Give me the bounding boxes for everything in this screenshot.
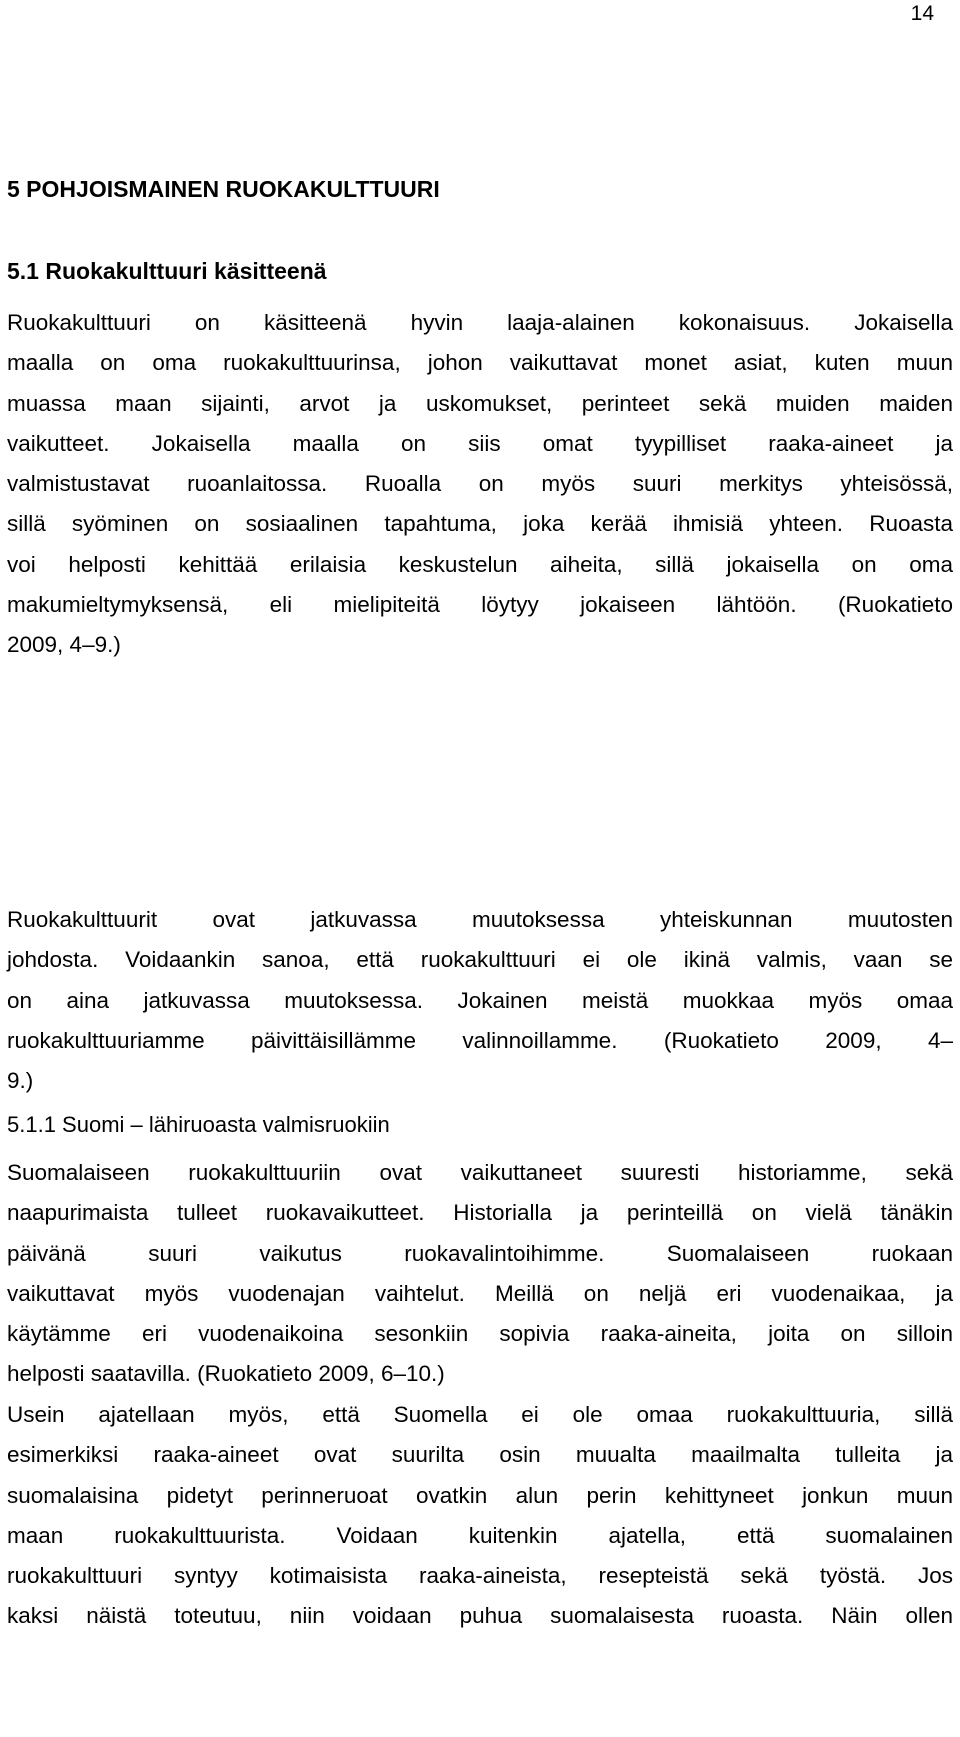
text-line: Ruokakulttuurit ovat jatkuvassa muutoksessa yhteiskunnan muutosten [7, 907, 953, 932]
paragraph [7, 303, 953, 666]
text-line: Suomalaiseen ruokakulttuuriin ovat vaikuttaneet suuresti historiamme, sekä [7, 1160, 953, 1185]
text-line: 9.) [7, 1068, 34, 1094]
subsection-heading: 5.1.1 Suomi – lähiruoasta valmisruokiin [7, 1112, 390, 1137]
text-line: muassa maan sijainti, arvot ja uskomukset, perinteet sekä muiden maiden [7, 390, 953, 416]
text-line: naapurimaista tulleet ruokavaikutteet. Historialla ja perinteillä on vielä tänäkin [7, 1200, 953, 1226]
text-line: on aina jatkuvassa muutoksessa. Jokainen meistä muokkaa myös omaa [7, 987, 953, 1013]
text-line: johdosta. Voidaankin sanoa, että ruokakulttuuri ei ole ikinä valmis, vaan se [7, 947, 953, 973]
text-line: sillä syöminen on sosiaalinen tapahtuma, joka kerää ihmisiä yhteen. Ruoasta [7, 511, 953, 537]
section-heading: 5.1 Ruokakulttuuri käsitteenä [7, 258, 327, 284]
text-line: Ruokakulttuuri on käsitteenä hyvin laaja-alainen kokonaisuus. Jokaisella [7, 310, 953, 335]
text-line: maan ruokakulttuurista. Voidaan kuitenkin ajatella, että suomalainen [7, 1522, 953, 1548]
text-line: makumieltymyksensä, eli mielipiteitä löytyy jokaiseen lähtöön. (Ruokatieto [7, 592, 953, 618]
text-line: esimerkiksi raaka-aineet ovat suurilta osin muualta maailmalta tulleita ja [7, 1442, 953, 1468]
text-line: kaksi näistä toteutuu, niin voidaan puhua suomalaisesta ruoasta. Näin ollen [7, 1603, 953, 1629]
text-line: 2009, 4–9.) [7, 632, 121, 658]
text-line: vaikuttavat myös vuodenajan vaihtelut. Meillä on neljä eri vuodenaikaa, ja [7, 1280, 953, 1306]
text-line: maalla on oma ruokakulttuurinsa, johon vaikuttavat monet asiat, kuten muun [7, 350, 953, 376]
text-line: vaikutteet. Jokaisella maalla on siis omat tyypilliset raaka-aineet ja [7, 430, 953, 456]
text-line: käytämme eri vuodenaikoina sesonkiin sopivia raaka-aineita, joita on silloin [7, 1321, 953, 1347]
text-line: helposti saatavilla. (Ruokatieto 2009, 6–10.) [7, 1361, 445, 1387]
text-line: ruokakulttuuri syntyy kotimaisista raaka-aineista, resepteistä sekä työstä. Jos [7, 1563, 953, 1589]
paragraph [7, 1395, 953, 1637]
text-line: voi helposti kehittää erilaisia keskustelun aiheita, sillä jokaisella on oma [7, 551, 953, 577]
chapter-heading: 5 POHJOISMAINEN RUOKAKULTTUURI [7, 176, 440, 202]
text-line: ruokakulttuuriamme päivittäisillämme valinnoillamme. (Ruokatieto 2009, 4– [7, 1027, 953, 1053]
text-line: valmistustavat ruoanlaitossa. Ruoalla on myös suuri merkitys yhteisössä, [7, 471, 953, 497]
text-line: suomalaisina pidetyt perinneruoat ovatkin alun perin kehittyneet jonkun muun [7, 1482, 953, 1508]
paragraph [7, 1153, 953, 1395]
paragraph [7, 900, 953, 1101]
text-line: Usein ajatellaan myös, että Suomella ei ole omaa ruokakulttuuria, sillä [7, 1402, 953, 1427]
text-line: päivänä suuri vaikutus ruokavalintoihimme. Suomalaiseen ruokaan [7, 1240, 953, 1266]
page-number: 14 [910, 2, 934, 25]
